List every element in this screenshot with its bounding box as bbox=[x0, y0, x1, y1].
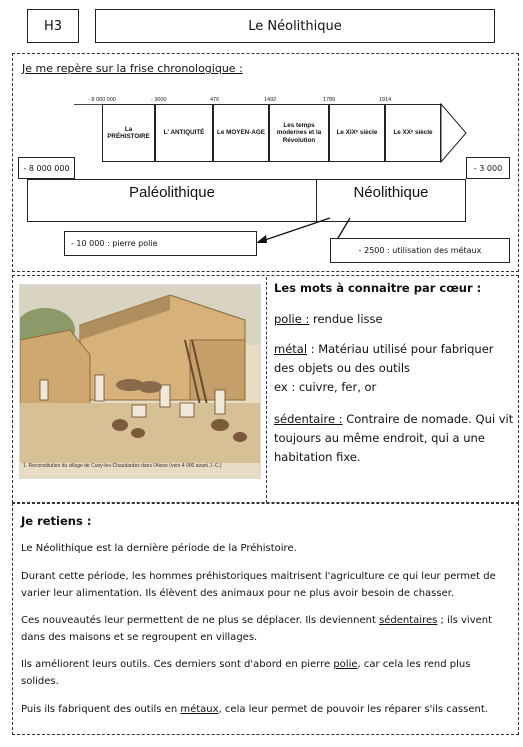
word-term: sédentaire : bbox=[274, 412, 343, 426]
retiens-heading: Je retiens : bbox=[21, 514, 92, 528]
word-term: polie : bbox=[274, 312, 310, 326]
timeline-period: La PRÉHISTOIRE bbox=[102, 104, 155, 162]
word-sedentaire bbox=[274, 410, 514, 467]
word-example: ex : cuivre, fer, or bbox=[274, 380, 377, 394]
village-drawing bbox=[20, 285, 261, 479]
right-bound-label: - 3 000 bbox=[466, 157, 510, 179]
date-label: 1914 bbox=[379, 97, 392, 103]
date-label: - 3000 bbox=[151, 97, 167, 103]
event-pierre-polie: - 10 000 : pierre polie bbox=[64, 231, 257, 256]
paragraph-text: Ils améliorent leurs outils. Ces derniers sont d'abord en pierre bbox=[21, 659, 334, 670]
village-illustration bbox=[19, 284, 261, 479]
paragraph-text: , cela leur permet de pouvoir les réparer s'ils cassent. bbox=[218, 704, 488, 715]
word-definition: Contraire de nomade. Qui vit toujours au même endroit, qui a une habitation fixe. bbox=[274, 412, 514, 464]
paleolithic-label: Paléolithique bbox=[129, 183, 215, 201]
retiens-paragraph: Durant cette période, les hommes préhistoriques maitrisent l'agriculture ce qui leur permet de varier leur alimentation. Ils élèvent des animaux pour ne plus avoir besoin de chasser. bbox=[21, 571, 496, 599]
underlined-word: métaux bbox=[180, 704, 219, 715]
timeline-arrowhead bbox=[440, 103, 468, 163]
word-definition: : Matériau utilisé pour fabriquer des objets ou des outils bbox=[274, 342, 494, 375]
word-definition: rendue lisse bbox=[313, 312, 383, 326]
event-metaux: - 2500 : utilisation des métaux bbox=[330, 238, 510, 263]
paragraph-text: ; ils vivent dans des maisons et se regroupent en villages. bbox=[21, 615, 493, 643]
retiens-paragraph bbox=[21, 701, 511, 718]
words-heading: Les mots à connaitre par cœur : bbox=[274, 281, 482, 295]
timeline-heading: Je me repère sur la frise chronologique : bbox=[22, 62, 243, 75]
retiens-paragraph bbox=[21, 656, 511, 690]
word-metal bbox=[274, 340, 514, 397]
date-label: 1492 bbox=[264, 97, 277, 103]
underlined-word: sédentaires bbox=[379, 615, 438, 626]
paragraph-text: Puis ils fabriquent des outils en bbox=[21, 704, 181, 715]
page-title: Le Néolithique bbox=[95, 9, 495, 43]
date-label: - 8 000 000 bbox=[88, 97, 116, 103]
section-divider bbox=[266, 277, 267, 503]
underlined-word: polie bbox=[333, 659, 358, 670]
timeline-line bbox=[74, 104, 102, 105]
retiens-paragraph: Le Néolithique est la dernière période de la Préhistoire. bbox=[21, 543, 297, 554]
date-label: 1789 bbox=[323, 97, 336, 103]
timeline-period: Le MOYEN-AGE bbox=[213, 104, 269, 162]
timeline-period: Les temps modernes et la Révolution bbox=[269, 104, 329, 162]
neolithic-label: Néolithique bbox=[353, 183, 429, 201]
lesson-code: H3 bbox=[27, 9, 79, 43]
word-term: métal bbox=[274, 342, 308, 356]
word-polie bbox=[274, 310, 514, 329]
paragraph-text: Ces nouveautés leur permettent de ne plus se déplacer. Ils deviennent bbox=[21, 615, 380, 626]
illustration-caption: 1. Reconstitution du village de Cuiry-les-Chaudardes dans l'Aisne (vers 4 000 avant J.-C.) bbox=[23, 463, 222, 469]
date-label: 476 bbox=[210, 97, 220, 103]
retiens-paragraph bbox=[21, 612, 511, 646]
timeline-period: Le XIXᵉ siècle bbox=[329, 104, 385, 162]
timeline-period: Le XXᵉ siècle bbox=[385, 104, 441, 162]
paragraph-text: , car cela les rend plus solides. bbox=[21, 659, 471, 687]
timeline-period: L' ANTIQUITÉ bbox=[155, 104, 213, 162]
left-bound-label: - 8 000 000 bbox=[18, 157, 75, 179]
